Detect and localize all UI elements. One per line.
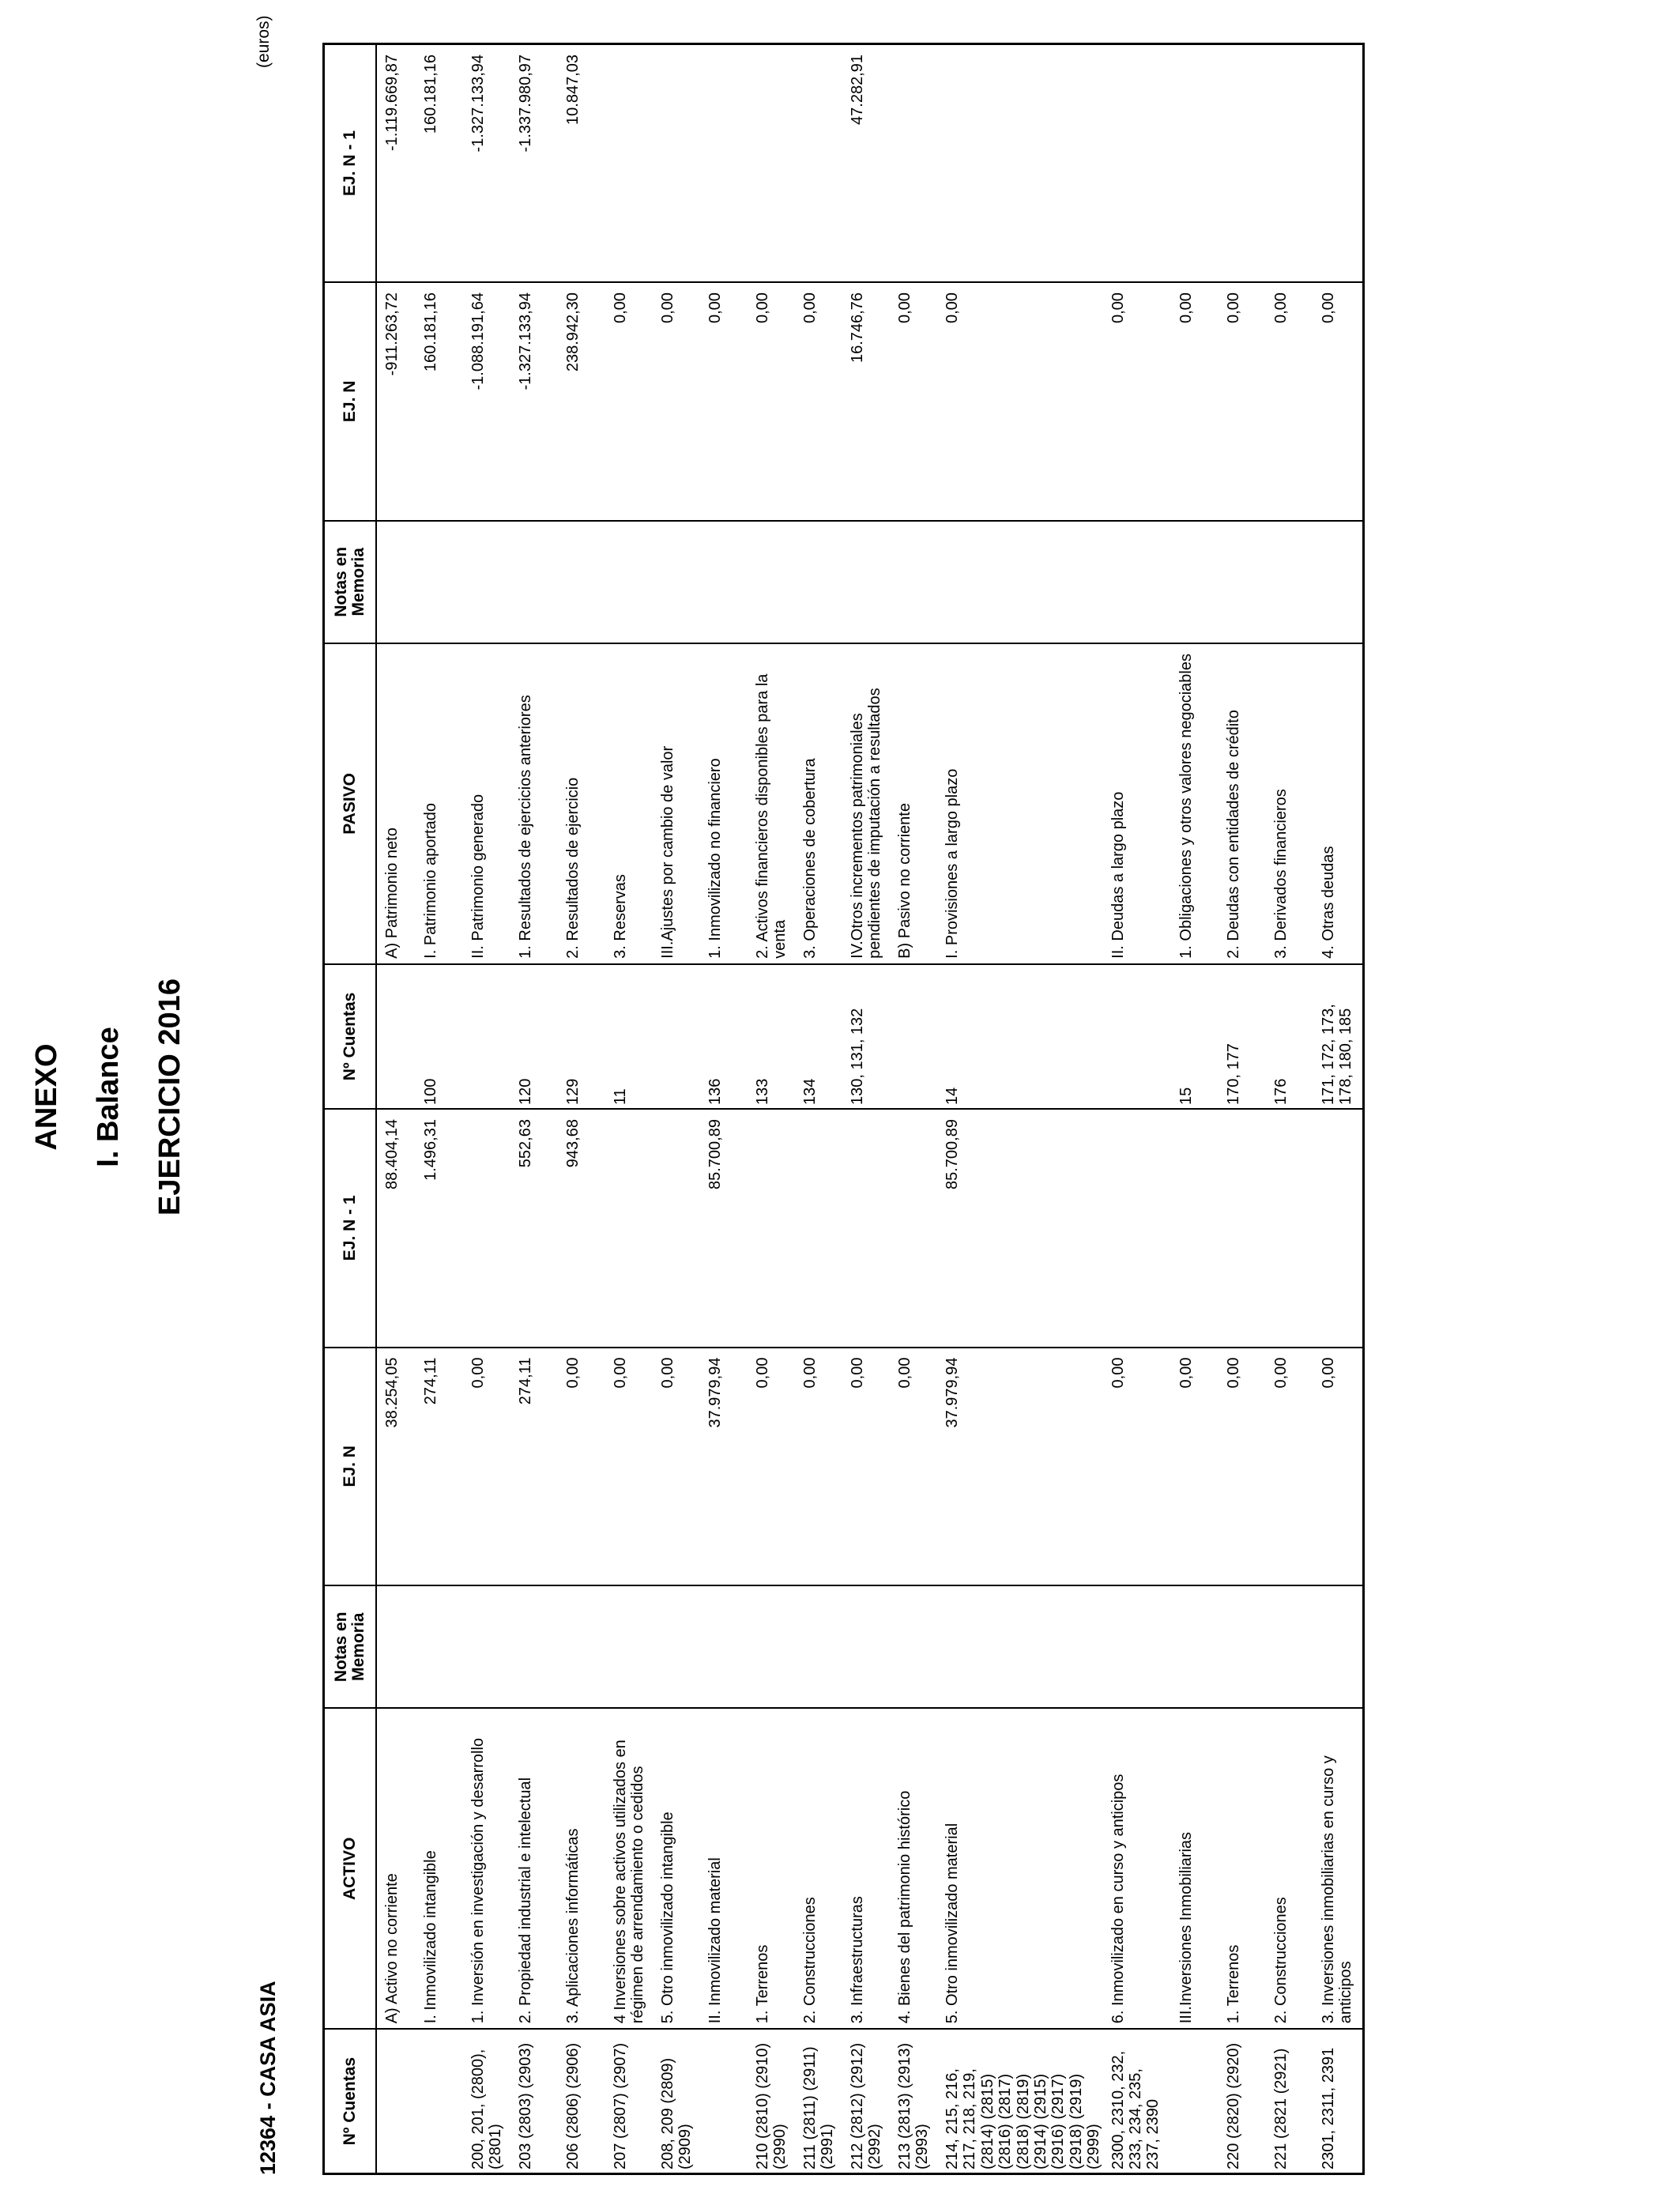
activo-ej-n1 xyxy=(1174,1109,1222,1348)
table-row xyxy=(656,44,703,2174)
pasivo-concept: 3. Derivados financieros xyxy=(1269,643,1317,964)
activo-ej-n: 0,00 xyxy=(608,1348,656,1586)
activo-num-cuentas: 214, 215, 216, 217, 218, 219, (2814) (2815) (2816) (2817) (2818) (2819) (2914) (2915) (2916) (2917) (2918) (2919) (2999) xyxy=(940,2029,1106,2173)
pasivo-concept: 1. Inmovilizado no financiero xyxy=(703,643,751,964)
activo-num-cuentas xyxy=(1174,2029,1222,2173)
table-row xyxy=(561,44,608,2174)
pasivo-num-cuentas xyxy=(656,964,703,1109)
pasivo-ej-n: -1.088.191,64 xyxy=(466,282,514,521)
pasivo-num-cuentas: 14 xyxy=(940,964,1106,1109)
pasivo-concept: III.Ajustes por cambio de valor xyxy=(656,643,703,964)
pasivo-notas xyxy=(1222,521,1269,643)
pasivo-ej-n1 xyxy=(608,44,656,283)
activo-ej-n1: 85.700,89 xyxy=(703,1109,751,1348)
header-pasivo-ej-n1: EJ. N - 1 xyxy=(324,44,377,283)
header-pasivo-ej-n: EJ. N xyxy=(324,282,377,521)
activo-notas xyxy=(1222,1585,1269,1708)
activo-num-cuentas: 210 (2810) (2910) (2990) xyxy=(751,2029,798,2173)
pasivo-ej-n: 160.181,16 xyxy=(419,282,466,521)
pasivo-concept: 2. Deudas con entidades de crédito xyxy=(1222,643,1269,964)
header-activo-num-cuentas: Nº Cuentas xyxy=(324,2029,377,2173)
activo-ej-n1 xyxy=(846,1109,893,1348)
pasivo-concept: II. Deudas a largo plazo xyxy=(1106,643,1174,964)
pasivo-num-cuentas xyxy=(1106,964,1174,1109)
activo-ej-n: 0,00 xyxy=(751,1348,798,1586)
pasivo-ej-n: 0,00 xyxy=(798,282,846,521)
pasivo-ej-n: 0,00 xyxy=(1222,282,1269,521)
pasivo-notas xyxy=(419,521,466,643)
table-row xyxy=(376,44,419,2174)
activo-num-cuentas xyxy=(376,2029,419,2173)
pasivo-ej-n1 xyxy=(940,44,1106,283)
activo-ej-n: 0,00 xyxy=(1174,1348,1222,1586)
activo-ej-n1: 88.404,14 xyxy=(376,1109,419,1348)
activo-concept: 4. Bienes del patrimonio histórico xyxy=(893,1708,940,2029)
activo-ej-n: 0,00 xyxy=(846,1348,893,1586)
activo-ej-n1 xyxy=(1269,1109,1317,1348)
pasivo-ej-n: -911.263,72 xyxy=(376,282,419,521)
pasivo-ej-n: -1.327.133,94 xyxy=(514,282,561,521)
pasivo-concept: II. Patrimonio generado xyxy=(466,643,514,964)
pasivo-ej-n: 238.942,30 xyxy=(561,282,608,521)
activo-concept: I. Inmovilizado intangible xyxy=(419,1708,466,2029)
table-row xyxy=(608,44,656,2174)
pasivo-ej-n1 xyxy=(751,44,798,283)
document-subtitle: I. Balance xyxy=(92,1027,125,1167)
pasivo-ej-n1 xyxy=(1269,44,1317,283)
pasivo-num-cuentas: 176 xyxy=(1269,964,1317,1109)
activo-ej-n: 274,11 xyxy=(514,1348,561,1586)
activo-ej-n: 0,00 xyxy=(1269,1348,1317,1586)
activo-concept: 5. Otro inmovilizado material xyxy=(940,1708,1106,2029)
balance-table xyxy=(322,43,1365,2175)
table-row xyxy=(893,44,940,2174)
pasivo-notas xyxy=(561,521,608,643)
pasivo-num-cuentas: 120 xyxy=(514,964,561,1109)
activo-ej-n: 37.979,94 xyxy=(703,1348,751,1586)
activo-notas xyxy=(608,1585,656,1708)
header-activo-notas: Notas en Memoria xyxy=(324,1585,377,1708)
activo-num-cuentas: 200, 201, (2800), (2801) xyxy=(466,2029,514,2173)
table-row xyxy=(1174,44,1222,2174)
activo-num-cuentas: 221 (2821 (2921) xyxy=(1269,2029,1317,2173)
activo-concept: 3. Inversiones inmobiliarias en curso y anticipos xyxy=(1317,1708,1364,2029)
pasivo-concept: I. Patrimonio aportado xyxy=(419,643,466,964)
activo-ej-n1 xyxy=(1106,1109,1174,1348)
header-activo-ej-n: EJ. N xyxy=(324,1348,377,1586)
activo-concept: A) Activo no corriente xyxy=(376,1708,419,2029)
activo-notas xyxy=(561,1585,608,1708)
pasivo-ej-n1: 10.847,03 xyxy=(561,44,608,283)
pasivo-concept: 1. Obligaciones y otros valores negociables xyxy=(1174,643,1222,964)
pasivo-ej-n1: -1.337.980,97 xyxy=(514,44,561,283)
activo-ej-n1 xyxy=(466,1109,514,1348)
activo-ej-n: 37.979,94 xyxy=(940,1348,1106,1586)
activo-notas xyxy=(1106,1585,1174,1708)
pasivo-num-cuentas: 171, 172, 173, 178, 180, 185 xyxy=(1317,964,1364,1109)
pasivo-notas xyxy=(376,521,419,643)
table-row xyxy=(514,44,561,2174)
pasivo-ej-n1 xyxy=(656,44,703,283)
pasivo-ej-n1: -1.327.133,94 xyxy=(466,44,514,283)
table-row xyxy=(751,44,798,2174)
activo-concept: 5. Otro inmovilizado intangible xyxy=(656,1708,703,2029)
activo-notas xyxy=(419,1585,466,1708)
table-row xyxy=(1317,44,1364,2174)
pasivo-concept: A) Patrimonio neto xyxy=(376,643,419,964)
pasivo-notas xyxy=(893,521,940,643)
pasivo-concept: I. Provisiones a largo plazo xyxy=(940,643,1106,964)
pasivo-ej-n1 xyxy=(1174,44,1222,283)
activo-notas xyxy=(466,1585,514,1708)
table-row xyxy=(1269,44,1317,2174)
header-activo: ACTIVO xyxy=(324,1708,377,2029)
pasivo-num-cuentas: 133 xyxy=(751,964,798,1109)
activo-notas xyxy=(376,1585,419,1708)
pasivo-ej-n: 0,00 xyxy=(1106,282,1174,521)
table-row xyxy=(419,44,466,2174)
pasivo-concept: 3. Operaciones de cobertura xyxy=(798,643,846,964)
activo-num-cuentas: 212 (2812) (2912) (2992) xyxy=(846,2029,893,2173)
activo-ej-n: 0,00 xyxy=(798,1348,846,1586)
pasivo-ej-n1 xyxy=(893,44,940,283)
pasivo-ej-n: 0,00 xyxy=(703,282,751,521)
activo-ej-n: 38.254,05 xyxy=(376,1348,419,1586)
activo-concept: 2. Construcciones xyxy=(1269,1708,1317,2029)
pasivo-num-cuentas: 170, 177 xyxy=(1222,964,1269,1109)
activo-ej-n: 0,00 xyxy=(1222,1348,1269,1586)
activo-num-cuentas: 208, 209 (2809) (2909) xyxy=(656,2029,703,2173)
activo-ej-n1 xyxy=(751,1109,798,1348)
activo-ej-n: 0,00 xyxy=(893,1348,940,1586)
pasivo-ej-n: 0,00 xyxy=(751,282,798,521)
pasivo-num-cuentas xyxy=(466,964,514,1109)
activo-num-cuentas: 220 (2820) (2920) xyxy=(1222,2029,1269,2173)
activo-ej-n1 xyxy=(1222,1109,1269,1348)
header-pasivo-notas: Notas en Memoria xyxy=(324,521,377,643)
pasivo-ej-n1 xyxy=(1106,44,1174,283)
activo-notas xyxy=(751,1585,798,1708)
entity-name: 12364 - CASA ASIA xyxy=(256,1981,280,2175)
pasivo-notas xyxy=(1269,521,1317,643)
activo-num-cuentas: 2300, 2310, 232, 233, 234, 235, 237, 2390 xyxy=(1106,2029,1174,2173)
pasivo-concept: 2. Activos financieros disponibles para la venta xyxy=(751,643,798,964)
activo-notas xyxy=(703,1585,751,1708)
table-row xyxy=(846,44,893,2174)
pasivo-notas xyxy=(608,521,656,643)
pasivo-notas xyxy=(751,521,798,643)
activo-notas xyxy=(656,1585,703,1708)
activo-num-cuentas: 2301, 2311, 2391 xyxy=(1317,2029,1364,2173)
header-pasivo-num-cuentas: Nº Cuentas xyxy=(324,964,377,1109)
activo-ej-n: 274,11 xyxy=(419,1348,466,1586)
table-row xyxy=(940,44,1106,2174)
activo-concept: 3. Infraestructuras xyxy=(846,1708,893,2029)
activo-ej-n: 0,00 xyxy=(561,1348,608,1586)
activo-num-cuentas: 206 (2806) (2906) xyxy=(561,2029,608,2173)
fiscal-year-title: EJERCICIO 2016 xyxy=(153,978,186,1216)
table-header-row xyxy=(324,44,377,2174)
activo-concept: II. Inmovilizado material xyxy=(703,1708,751,2029)
table-row xyxy=(1222,44,1269,2174)
activo-notas xyxy=(893,1585,940,1708)
pasivo-notas xyxy=(1174,521,1222,643)
pasivo-num-cuentas: 129 xyxy=(561,964,608,1109)
activo-num-cuentas xyxy=(419,2029,466,2173)
activo-num-cuentas xyxy=(703,2029,751,2173)
pasivo-num-cuentas: 134 xyxy=(798,964,846,1109)
pasivo-num-cuentas: 15 xyxy=(1174,964,1222,1109)
pasivo-num-cuentas: 11 xyxy=(608,964,656,1109)
activo-num-cuentas: 213 (2813) (2913) (2993) xyxy=(893,2029,940,2173)
activo-concept: 1. Terrenos xyxy=(1222,1708,1269,2029)
pasivo-notas xyxy=(798,521,846,643)
currency-units: (euros) xyxy=(254,15,273,68)
activo-notas xyxy=(514,1585,561,1708)
header-activo-ej-n1: EJ. N - 1 xyxy=(324,1109,377,1348)
pasivo-num-cuentas: 100 xyxy=(419,964,466,1109)
header-pasivo: PASIVO xyxy=(324,643,377,964)
pasivo-notas xyxy=(846,521,893,643)
pasivo-num-cuentas: 136 xyxy=(703,964,751,1109)
activo-concept: 2. Propiedad industrial e intelectual xyxy=(514,1708,561,2029)
activo-concept: 1. Terrenos xyxy=(751,1708,798,2029)
pasivo-ej-n1 xyxy=(798,44,846,283)
pasivo-ej-n: 0,00 xyxy=(1269,282,1317,521)
pasivo-concept: B) Pasivo no corriente xyxy=(893,643,940,964)
activo-notas xyxy=(940,1585,1106,1708)
pasivo-num-cuentas xyxy=(376,964,419,1109)
pasivo-notas xyxy=(514,521,561,643)
pasivo-notas xyxy=(1106,521,1174,643)
activo-concept: 4 Inversiones sobre activos utilizados en régimen de arrendamiento o cedidos xyxy=(608,1708,656,2029)
pasivo-concept: IV.Otros incrementos patrimoniales pendientes de imputación a resultados xyxy=(846,643,893,964)
activo-ej-n1 xyxy=(656,1109,703,1348)
activo-ej-n: 0,00 xyxy=(656,1348,703,1586)
activo-concept: III.Inversiones Inmobiliarias xyxy=(1174,1708,1222,2029)
activo-notas xyxy=(1269,1585,1317,1708)
activo-concept: 1. Inversión en investigación y desarrollo xyxy=(466,1708,514,2029)
pasivo-concept: 1. Resultados de ejercicios anteriores xyxy=(514,643,561,964)
activo-num-cuentas: 203 (2803) (2903) xyxy=(514,2029,561,2173)
activo-ej-n1: 85.700,89 xyxy=(940,1109,1106,1348)
pasivo-ej-n1 xyxy=(1222,44,1269,283)
activo-ej-n: 0,00 xyxy=(1317,1348,1364,1586)
activo-notas xyxy=(798,1585,846,1708)
activo-num-cuentas: 211 (2811) (2911) (2991) xyxy=(798,2029,846,2173)
pasivo-notas xyxy=(940,521,1106,643)
pasivo-concept: 3. Reservas xyxy=(608,643,656,964)
pasivo-ej-n: 16.746,76 xyxy=(846,282,893,521)
pasivo-ej-n: 0,00 xyxy=(893,282,940,521)
pasivo-notas xyxy=(466,521,514,643)
activo-num-cuentas: 207 (2807) (2907) xyxy=(608,2029,656,2173)
pasivo-num-cuentas: 130, 131, 132 xyxy=(846,964,893,1109)
activo-notas xyxy=(1317,1585,1364,1708)
pasivo-notas xyxy=(1317,521,1364,643)
table-row xyxy=(1106,44,1174,2174)
table-row xyxy=(466,44,514,2174)
activo-ej-n1 xyxy=(608,1109,656,1348)
pasivo-notas xyxy=(703,521,751,643)
pasivo-ej-n1: -1.119.669,87 xyxy=(376,44,419,283)
table-row xyxy=(703,44,751,2174)
pasivo-concept: 4. Otras deudas xyxy=(1317,643,1364,964)
activo-ej-n1 xyxy=(1317,1109,1364,1348)
pasivo-ej-n1 xyxy=(703,44,751,283)
activo-ej-n1: 552,63 xyxy=(514,1109,561,1348)
activo-concept: 6. Inmovilizado en curso y anticipos xyxy=(1106,1708,1174,2029)
activo-ej-n1: 1.496,31 xyxy=(419,1109,466,1348)
activo-notas xyxy=(846,1585,893,1708)
pasivo-ej-n1: 47.282,91 xyxy=(846,44,893,283)
pasivo-concept: 2. Resultados de ejercicio xyxy=(561,643,608,964)
pasivo-ej-n1 xyxy=(1317,44,1364,283)
pasivo-ej-n: 0,00 xyxy=(608,282,656,521)
pasivo-ej-n: 0,00 xyxy=(1317,282,1364,521)
pasivo-ej-n: 0,00 xyxy=(656,282,703,521)
activo-ej-n1 xyxy=(798,1109,846,1348)
pasivo-ej-n: 0,00 xyxy=(940,282,1106,521)
activo-notas xyxy=(1174,1585,1222,1708)
activo-ej-n1: 943,68 xyxy=(561,1109,608,1348)
activo-ej-n1 xyxy=(893,1109,940,1348)
activo-ej-n: 0,00 xyxy=(1106,1348,1174,1586)
pasivo-num-cuentas xyxy=(893,964,940,1109)
pasivo-ej-n: 0,00 xyxy=(1174,282,1222,521)
document-title: ANEXO xyxy=(30,1043,63,1151)
pasivo-notas xyxy=(656,521,703,643)
pasivo-ej-n1: 160.181,16 xyxy=(419,44,466,283)
activo-concept: 2. Construcciones xyxy=(798,1708,846,2029)
activo-ej-n: 0,00 xyxy=(466,1348,514,1586)
table-row xyxy=(798,44,846,2174)
activo-concept: 3. Aplicaciones informáticas xyxy=(561,1708,608,2029)
